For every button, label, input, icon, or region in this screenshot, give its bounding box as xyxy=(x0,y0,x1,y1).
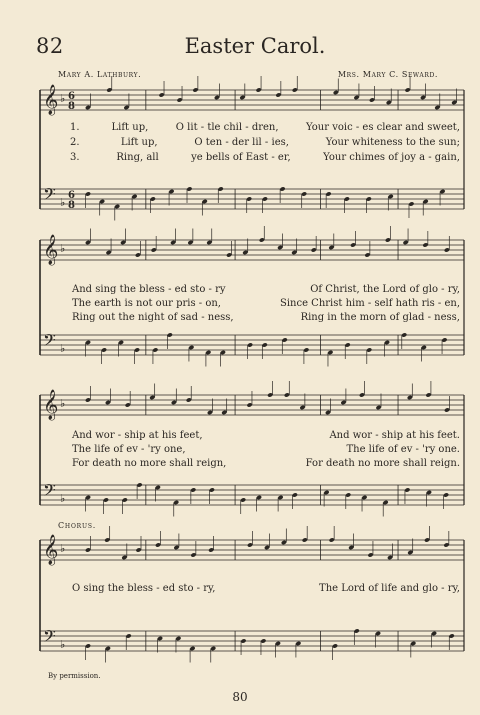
lyric-phrase: The life of ev - 'ry one. xyxy=(346,444,460,455)
page-number: 82 xyxy=(36,34,64,58)
lyric-line xyxy=(70,121,460,135)
lyric-phrase: And wor - ship at his feet, xyxy=(72,430,203,441)
flat-icon: ♭ xyxy=(60,342,66,355)
lyric-line xyxy=(72,283,460,297)
flat-icon: ♭ xyxy=(60,397,66,410)
flat-icon: ♭ xyxy=(60,196,66,209)
chorus-label: Chorus. xyxy=(58,521,97,530)
folio-number: 80 xyxy=(232,690,248,704)
lyric-line xyxy=(70,136,460,150)
time-signature-numerator: 6 xyxy=(68,190,75,201)
music-system-3 xyxy=(30,385,466,520)
lyric-line xyxy=(72,429,460,443)
lyric-phrase: Ring, all xyxy=(116,152,159,163)
lyric-phrase: And wor - ship at his feet. xyxy=(329,430,460,441)
time-signature-numerator: 6 xyxy=(68,91,75,102)
lyric-line xyxy=(72,457,460,471)
lyric-phrase: 3. xyxy=(70,152,80,163)
lyric-line xyxy=(72,311,460,325)
lyric-phrase: Your whiteness to the sun; xyxy=(325,137,460,148)
lyric-phrase: 2. xyxy=(70,137,80,148)
bass-clef-icon: 𝄢 xyxy=(43,330,56,354)
lyric-phrase: 1. xyxy=(70,122,80,133)
composer-credit: Mrs. Mary C. Seward. xyxy=(337,70,438,79)
time-signature-denominator: 8 xyxy=(68,101,75,112)
lyric-phrase: The earth is not our pris - on, xyxy=(72,298,221,309)
lyric-phrase: Your chimes of joy a - gain, xyxy=(323,152,460,163)
lyric-phrase: Lift up, xyxy=(120,137,158,148)
lyric-phrase: The Lord of life and glo - ry, xyxy=(319,583,460,594)
lyric-line xyxy=(72,297,460,311)
music-system-2 xyxy=(30,235,466,370)
lyric-phrase: For death no more shall reign, xyxy=(72,458,227,469)
lyric-line xyxy=(72,443,460,457)
lyric-phrase: Lift up, xyxy=(111,122,149,133)
lyric-phrase: Ring out the night of sad - ness, xyxy=(72,312,234,323)
treble-clef-icon: 𝄞 xyxy=(43,535,59,565)
treble-clef-icon: 𝄞 xyxy=(43,85,59,115)
hymn-title: Easter Carol. xyxy=(184,34,326,58)
music-system-1 xyxy=(30,85,466,220)
lyric-phrase: Ring in the morn of glad - ness, xyxy=(300,312,460,323)
flat-icon: ♭ xyxy=(60,92,66,105)
lyric-phrase: Since Christ him - self hath ris - en, xyxy=(280,298,460,309)
staff-notation-4 xyxy=(30,535,466,670)
lyric-line xyxy=(70,151,460,165)
lyric-phrase: For death no more shall reign. xyxy=(305,458,460,469)
treble-clef-icon: 𝄞 xyxy=(43,235,59,265)
lyric-phrase: O ten - der lil - ies, xyxy=(194,137,289,148)
lyric-phrase: O lit - tle chil - dren, xyxy=(175,122,279,133)
lyric-phrase: Your voic - es clear and sweet, xyxy=(306,122,460,133)
lyric-phrase: ye bells of East - er, xyxy=(191,152,291,163)
permission-note: By permission. xyxy=(48,672,101,680)
bass-clef-icon: 𝄢 xyxy=(43,480,56,504)
flat-icon: ♭ xyxy=(60,638,66,651)
author-credit: Mary A. Lathbury. xyxy=(58,70,142,79)
lyric-phrase: And sing the bless - ed sto - ry xyxy=(72,284,226,295)
treble-clef-icon: 𝄞 xyxy=(43,390,59,420)
lyric-phrase: O sing the bless - ed sto - ry, xyxy=(72,583,216,594)
time-signature-denominator: 8 xyxy=(68,200,75,211)
music-system-4 xyxy=(30,535,466,670)
flat-icon: ♭ xyxy=(60,242,66,255)
flat-icon: ♭ xyxy=(60,492,66,505)
bass-clef-icon: 𝄢 xyxy=(43,184,56,208)
bass-clef-icon: 𝄢 xyxy=(43,626,56,650)
lyric-line xyxy=(72,582,460,596)
lyric-phrase: Of Christ, the Lord of glo - ry, xyxy=(310,284,460,295)
flat-icon: ♭ xyxy=(60,542,66,555)
lyric-phrase: The life of ev - 'ry one, xyxy=(72,444,186,455)
